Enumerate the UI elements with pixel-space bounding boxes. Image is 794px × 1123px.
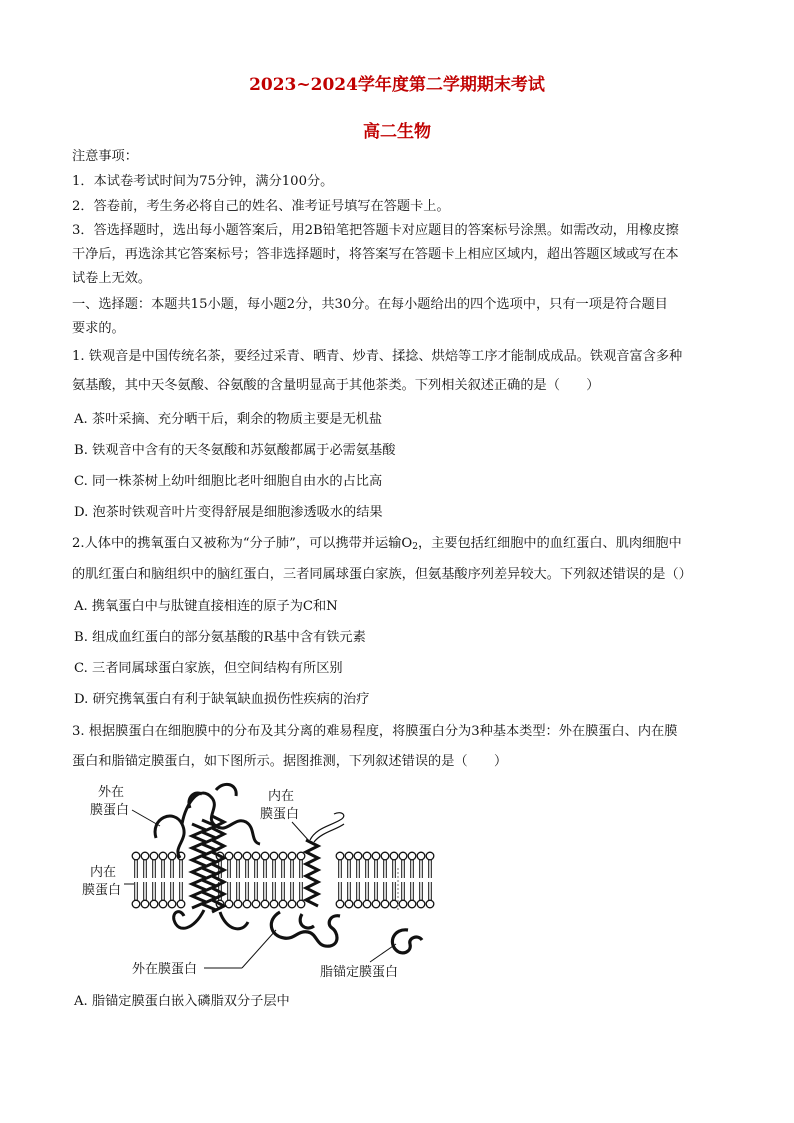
- q1-stem-line-1: 1. 铁观音是中国传统名茶，要经过采青、晒青、炒青、揉捻、烘焙等工序才能制成成品。铁观音富含多种: [72, 349, 683, 364]
- label-outer-bottom: 外在膜蛋白: [132, 962, 198, 977]
- exam-subject: 高二生物: [363, 122, 431, 142]
- notice-item-2: 2．答卷前，考生务必将自己的姓名、准考证号填写在答题卡上。: [72, 199, 450, 214]
- label-inner-left-line-1: 内在: [90, 865, 117, 880]
- q1-option-c: C. 同一株茶树上幼叶细胞比老叶细胞自由水的占比高: [74, 474, 383, 489]
- label-lipid-anchor-leader: [370, 944, 396, 962]
- bilayer-bottom-leaflet: [132, 882, 434, 908]
- q3-stem-line-2: 蛋白和脂锚定膜蛋白，如下图所示。据图推测，下列叙述错误的是（ ）: [72, 754, 508, 769]
- membrane-protein-figure: [70, 780, 450, 985]
- notice-heading: 注意事项：: [72, 149, 138, 164]
- q2-stem-line-1: [72, 535, 732, 556]
- q2-option-d: D. 研究携氧蛋白有利于缺氧缺血损伤性疾病的治疗: [74, 692, 370, 707]
- notice-item-3-line-3: 试卷上无效。: [72, 271, 152, 286]
- label-outer-top-line-2: 膜蛋白: [90, 803, 130, 818]
- label-inner-top-leader: [292, 822, 310, 842]
- q2-stem-line-1-part-b: ，主要包括红细胞中的血红蛋白、肌肉细胞中: [417, 536, 682, 551]
- notice-item-1: 1．本试卷考试时间为75分钟，满分100分。: [72, 174, 334, 189]
- label-inner-left-line-2: 膜蛋白: [82, 883, 122, 898]
- q1-option-a: A. 茶叶采摘、充分晒干后，剩余的物质主要是无机盐: [74, 412, 383, 427]
- q2-option-a: A. 携氧蛋白中与肽键直接相连的原子为C和N: [74, 599, 338, 614]
- q2-stem-line-1-part-a: 2.人体中的携氧蛋白又被称为“分子肺”，可以携带并运输O: [72, 536, 413, 551]
- section-1-heading-line-1: 一、选择题：本题共15小题，每小题2分，共30分。在每小题给出的四个选项中，只有一项是符合题目: [72, 297, 668, 312]
- label-outer-bottom-leader-2: [242, 930, 276, 968]
- transmembrane-protein-bottom-loops: [174, 910, 248, 929]
- extrinsic-protein-bottom: [271, 912, 340, 946]
- notice-item-3-line-2: 干净后，再选涂其它答案标号；答非选择题时，将答案写在答题卡上相应区域内，超出答题区域或写在本: [72, 247, 679, 262]
- label-inner-top-line-1: 内在: [268, 789, 295, 804]
- q1-option-b: B. 铁观音中含有的天冬氨酸和苏氨酸都属于必需氨基酸: [74, 443, 396, 458]
- intrinsic-protein-top-tail: [310, 813, 344, 842]
- q2-o2-subscript: 2: [412, 542, 418, 552]
- label-outer-top-line-1: 外在: [98, 785, 125, 800]
- q3-option-a: A. 脂锚定膜蛋白嵌入磷脂双分子层中: [74, 994, 290, 1009]
- notice-item-3-line-1: 3．答选择题时，选出每小题答案后，用2B铅笔把答题卡对应题目的答案标号涂黑。如需改动，用橡皮擦: [72, 223, 679, 238]
- q2-option-b: B. 组成血红蛋白的部分氨基酸的R基中含有铁元素: [74, 630, 366, 645]
- q2-stem-line-2: 的肌红蛋白和脑组织中的脑红蛋白，三者同属球蛋白家族，但氨基酸序列差异较大。下列叙述错误的是（）: [72, 567, 692, 582]
- q1-stem-line-2: 氨基酸，其中天冬氨酸、谷氨酸的含量明显高于其他茶类。下列相关叙述正确的是（ ）: [72, 378, 600, 393]
- q1-option-d: D. 泡茶时铁观音叶片变得舒展是细胞渗透吸水的结果: [74, 505, 383, 520]
- label-inner-top-line-2: 膜蛋白: [260, 807, 300, 822]
- label-outer-top-leader: [132, 810, 160, 826]
- lipid-anchored-protein: [392, 930, 422, 953]
- q3-stem-line-1: 3. 根据膜蛋白在细胞膜中的分布及其分离的难易程度，将膜蛋白分为3种基本类型：外在膜蛋白、内在膜: [72, 724, 678, 739]
- section-1-heading-line-2: 要求的。: [72, 321, 125, 336]
- transmembrane-protein-middle: [306, 840, 318, 906]
- label-lipid-anchor: 脂锚定膜蛋白: [320, 965, 399, 980]
- exam-title: 2023~2024学年度第二学期期末考试: [249, 75, 545, 95]
- q2-option-c: C. 三者同属球蛋白家族，但空间结构有所区别: [74, 661, 343, 676]
